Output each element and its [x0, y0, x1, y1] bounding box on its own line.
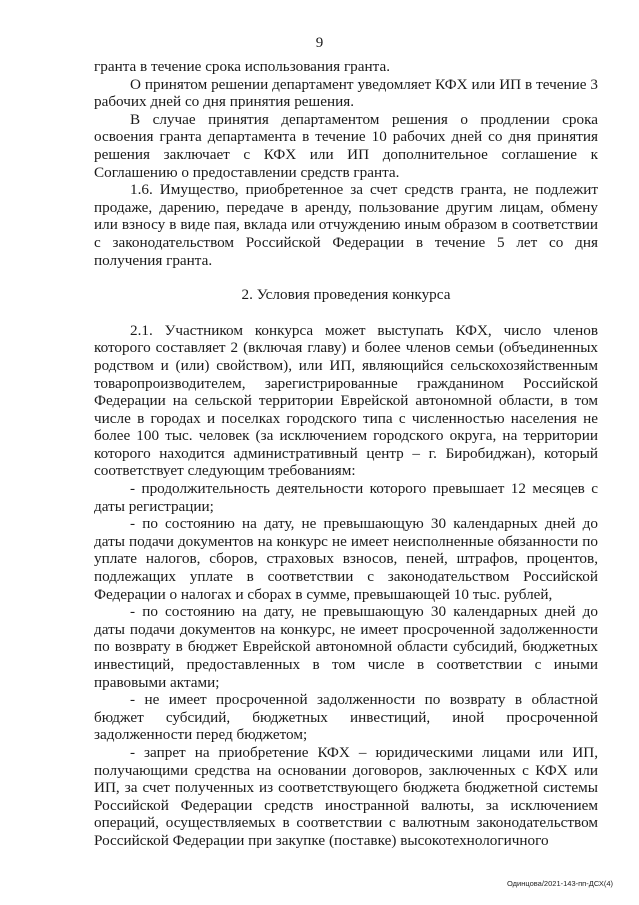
requirement-item-currency-ban: - запрет на приобретение КФХ – юридическими лицами или ИП, получающими средства на основании договоров, заключенных с КФХ или ИП, за счет полученных из соответствующего бюджета бюджетной системы Российской Федерации средств иностранной валюты, за исключением операций, осуществляемых в соответствии с валютным законодательством Российской Федерации при закупке (поставке) высокотехнологичного — [94, 743, 598, 849]
requirement-item-budget-debt: - не имеет просроченной задолженности по возврату в областной бюджет субсидий, бюджетных инвестиций, иной просроченной задолженности перед бюджетом; — [94, 691, 598, 744]
paragraph-extension-agreement: В случае принятия департаментом решения о продлении срока освоения гранта департамента в течение 10 рабочих дней со дня принятия решения заключает с КФХ или ИП дополнительное соглашение к Соглашению о предоставлении средств гранта. — [94, 110, 598, 181]
document-body — [94, 58, 598, 850]
page-number: 9 — [315, 35, 324, 51]
requirement-item-regional-debt: - по состоянию на дату, не превышающую 30 календарных дней до даты подачи документов на конкурс, не имеет просроченной задолженности по возврату в бюджет Еврейской автономной области субсидий, бюджетных инвестиций, предоставленных в том числе в соответствии с иными правовыми актами; — [94, 603, 598, 691]
section-heading: 2. Условия проведения конкурса — [241, 286, 451, 304]
paragraph-continuation: гранта в течение срока использования гранта. — [94, 58, 391, 75]
paragraph-2-1-participant: 2.1. Участником конкурса может выступать КФХ, число членов которого составляет 2 (включая главу) и более членов семьи (объединенных родством и (или) свойством), или ИП, являющийся сельскохозяйственным товаропроизводителем, зарегистрированные гражданином Российской Федерации на сельской территории Еврейской автономной области, в том числе в городах и поселках городского типа с численностью населения не более 100 тыс. человек (за исключением городского округа, на территории которого находится административный центр – г. Биробиджан), который соответствует следующим требованиям: — [94, 321, 598, 480]
requirement-item-tax-obligations: - по состоянию на дату, не превышающую 30 календарных дней до даты подачи документов на конкурс не имеет неисполненные обязанности по уплате налогов, сборов, страховых взносов, пеней, штрафов, процентов, подлежащих уплате в соответствии с законодательством Российской Федерации о налогах и сборах в сумме, превышающей 10 тыс. рублей, — [94, 515, 598, 603]
paragraph-1-6-property: 1.6. Имущество, приобретенное за счет средств гранта, не подлежит продаже, дарению, передаче в аренду, пользование другим лицам, обмену или взносу в виде пая, вклада или отчуждению иным образом в соответствии с законодательством Российской Федерации в течение 5 лет со дня получения гранта. — [94, 181, 598, 269]
requirement-item-duration: - продолжительность деятельности которого превышает 12 месяцев с даты регистрации; — [94, 480, 598, 515]
paragraph-decision-notice: О принятом решении департамент уведомляет КФХ или ИП в течение 3 рабочих дней со дня принятия решения. — [94, 75, 598, 111]
document-footer-code: Одинцова/2021-143-пп-ДСХ(4) — [507, 879, 613, 888]
